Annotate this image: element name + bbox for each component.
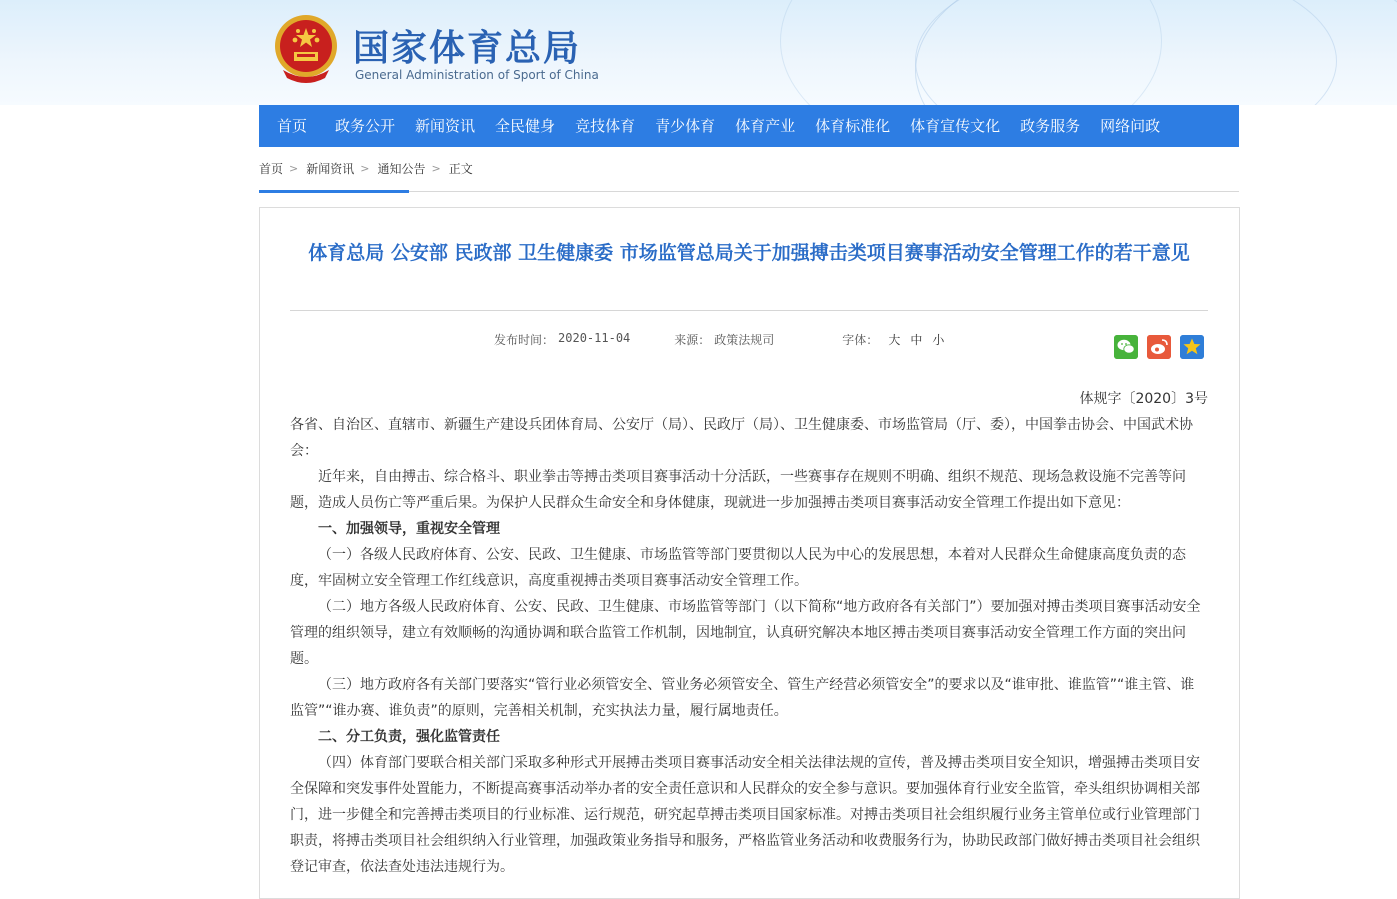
article-body (290, 386, 1208, 880)
nav-item-news[interactable]: 新闻资讯 (415, 117, 476, 135)
section-heading: 一、加强领导，重视安全管理 (318, 521, 500, 537)
article-paragraph: （一）各级人民政府体育、公安、民政、卫生健康、市场监管等部门要贯彻以人民为中心的发展思想，本着对人民群众生命健康高度负责的态度，牢固树立安全管理工作红线意识，高度重视搏击类项目赛事活动安全管理工作。 (290, 547, 1186, 589)
chevron-right-icon: > (289, 162, 299, 175)
nav-item-fitness[interactable]: 全民健身 (495, 117, 556, 135)
chevron-right-icon: > (431, 162, 441, 175)
nav-item-competitive-sports[interactable]: 竞技体育 (575, 117, 636, 135)
nav-item-youth-sports[interactable]: 青少体育 (655, 117, 716, 135)
article-panel (259, 207, 1240, 899)
wechat-share-icon[interactable] (1114, 335, 1138, 359)
nav-item-standards[interactable]: 体育标准化 (815, 117, 891, 135)
main-nav (259, 105, 1239, 147)
nav-item-services[interactable]: 政务服务 (1020, 117, 1081, 135)
site-header (0, 0, 1397, 105)
article-paragraph: （三）地方政府各有关部门要落实“管行业必须管安全、管业务必须管安全、管生产经营必须管安全”的要求以及“谁审批、谁监管”“谁主管、谁监管”“谁办赛、谁负责”的原则，完善相关机制，充实执法力量，履行属地责任。 (290, 677, 1195, 719)
nav-item-government-affairs[interactable]: 政务公开 (335, 117, 396, 135)
font-size-small[interactable]: 小 (932, 333, 945, 347)
document-number: 体规字〔2020〕3号 (1079, 391, 1208, 407)
article-paragraph: （二）地方各级人民政府体育、公安、民政、卫生健康、市场监管等部门（以下简称“地方政府各有关部门”）要加强对搏击类项目赛事活动安全管理的组织领导，建立有效顺畅的沟通协调和联合监管工作机制，因地制宜，认真研究解决本地区搏击类项目赛事活动安全管理工作方面的突出问题。 (290, 599, 1201, 667)
breadcrumb (259, 160, 473, 177)
nav-item-sports-industry[interactable]: 体育产业 (735, 117, 796, 135)
nav-item-online-inquiry[interactable]: 网络问政 (1100, 117, 1161, 135)
section-heading: 二、分工负责，强化监管责任 (318, 729, 500, 745)
title-divider (290, 310, 1208, 311)
header-decoration (780, 0, 1162, 105)
breadcrumb-accent-bar (259, 190, 409, 193)
source-label: 来源： (674, 333, 711, 347)
site-subtitle: General Administration of Sport of China (355, 68, 599, 82)
site-title[interactable]: 国家体育总局 (353, 28, 582, 69)
article-paragraph: 各省、自治区、直辖市、新疆生产建设兵团体育局、公安厅（局）、民政厅（局）、卫生健康委、市场监管局（厅、委），中国拳击协会、中国武术协会： (290, 417, 1193, 459)
source-value: 政策法规司 (714, 333, 775, 347)
breadcrumb-news[interactable]: 新闻资讯 (306, 162, 355, 176)
font-size-large[interactable]: 大 (888, 333, 901, 347)
publish-date: 2020-11-04 (558, 331, 631, 345)
favorite-star-icon[interactable] (1180, 335, 1204, 359)
breadcrumb-home[interactable]: 首页 (259, 162, 284, 176)
national-emblem-icon[interactable] (273, 12, 339, 84)
weibo-share-icon[interactable] (1147, 335, 1171, 359)
nav-item-home[interactable]: 首页 (277, 117, 308, 135)
breadcrumb-notices[interactable]: 通知公告 (377, 162, 426, 176)
publish-label: 发布时间： (494, 333, 555, 347)
nav-item-culture[interactable]: 体育宣传文化 (910, 117, 1001, 135)
article-paragraph: （四）体育部门要联合相关部门采取多种形式开展搏击类项目赛事活动安全相关法律法规的宣传，普及搏击类项目安全知识，增强搏击类项目安全保障和突发事件处置能力，不断提高赛事活动举办者的安全责任意识和人民群众的安全参与意识。要加强体育行业安全监管，牵头组织协调相关部门，进一步健全和完善搏击类项目的行业标准、运行规范，研究起草搏击类项目国家标准。对搏击类项目社会组织履行业务主管单位或行业管理部门职责，将搏击类项目社会组织纳入行业管理，加强政策业务指导和服务，严格监管业务活动和收费服务行为，协助民政部门做好搏击类项目社会组织登记审查，依法查处违法违规行为。 (290, 755, 1200, 875)
font-size-label: 字体： (842, 333, 879, 347)
article-title: 体育总局 公安部 民政部 卫生健康委 市场监管总局关于加强搏击类项目赛事活动安全管理工作的若干意见 (308, 242, 1190, 264)
article-meta (494, 331, 948, 348)
article-paragraph: 近年来，自由搏击、综合格斗、职业拳击等搏击类项目赛事活动十分活跃，一些赛事存在规则不明确、组织不规范、现场急救设施不完善等问题，造成人员伤亡等严重后果。为保护人民群众生命安全和身体健康，现就进一步加强搏击类项目赛事活动安全管理工作提出如下意见： (290, 469, 1186, 511)
breadcrumb-current: 正文 (448, 162, 473, 176)
font-size-medium[interactable]: 中 (910, 333, 923, 347)
chevron-right-icon: > (360, 162, 370, 175)
